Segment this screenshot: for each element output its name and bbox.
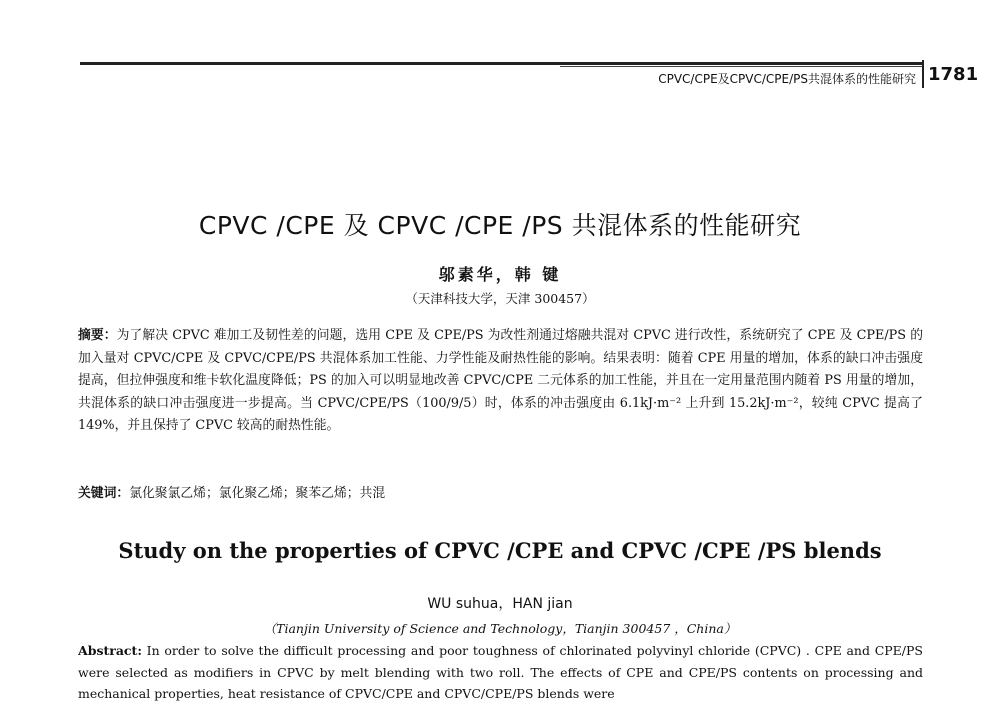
abstract-cn — [78, 325, 923, 438]
authors-cn: 邬素华，韩 键 — [438, 265, 562, 284]
running-head-divider — [922, 60, 924, 88]
authors-en: WU suhua，HAN jian — [427, 596, 573, 612]
abstract-en-label: Abstract: — [78, 643, 142, 658]
affiliation-cn: （天津科技大学，天津 300457） — [405, 291, 595, 306]
page-number: 1781 — [928, 64, 979, 85]
abstract-en — [78, 640, 923, 705]
article-title-cn: CPVC /CPE 及 CPVC /CPE /PS 共混体系的性能研究 — [198, 211, 802, 240]
affiliation-en: （Tianjin University of Science and Technology，Tianjin 300457 ，China） — [263, 621, 737, 636]
header-rule-thin — [560, 66, 922, 67]
running-head-title: CPVC/CPE及CPVC/CPE/PS共混体系的性能研究 — [658, 72, 916, 86]
keywords-cn-text: 氯化聚氯乙烯；氯化聚乙烯；聚苯乙烯；共混 — [129, 486, 386, 501]
abstract-en-text: In order to solve the difficult processing and poor toughness of chlorinated polyvinyl chloride (CPVC) . CPE and CPE/PS were selected as modifiers in CPVC by melt blending with two roll. The effects of CPE and CPE/PS contents on processing and mechanical properties, heat resistance of CPVC/CPE and CPVC/CPE/PS blends were — [78, 643, 923, 701]
abstract-cn-text: 为了解决 CPVC 难加工及韧性差的问题，选用 CPE 及 CPE/PS 为改性剂通过熔融共混对 CPVC 进行改性，系统研究了 CPE 及 CPE/PS 的加入量对 CPVC/CPE 及 CPVC/CPE/PS 共混体系加工性能、力学性能及耐热性能的影响。结果表明：随着 CPE 用量的增加，体系的缺口冲击强度提高，但拉伸强度和维卡软化温度降低；PS 的加入可以明显地改善 CPVC/CPE 二元体系的加工性能，并且在一定用量范围内随着 PS 用量的增加，共混体系的缺口冲击强度进一步提高。当 CPVC/CPE/PS（100/9/5）时，体系的冲击强度由 6.1kJ·m⁻² 上升到 15.2kJ·m⁻²，较纯 CPVC 提高了 149%，并且保持了 CPVC 较高的耐热性能。 — [78, 328, 923, 433]
abstract-cn-label: 摘要： — [78, 328, 117, 343]
header-rule — [80, 62, 922, 65]
keywords-cn-label: 关键词： — [78, 486, 130, 501]
article-title-en: Study on the properties of CPVC /CPE and CPVC /CPE /PS blends — [118, 538, 882, 563]
keywords-cn — [78, 482, 923, 501]
